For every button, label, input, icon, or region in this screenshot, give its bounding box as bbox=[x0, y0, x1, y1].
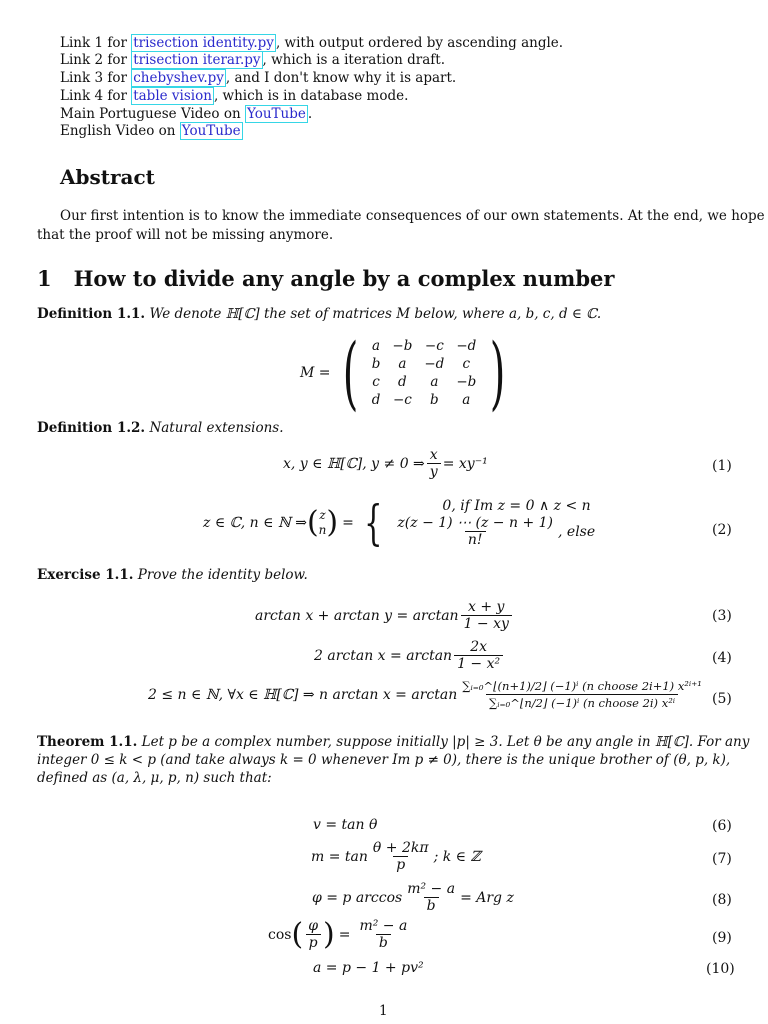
numerator: m² − a bbox=[359, 918, 408, 934]
case-2 bbox=[392, 515, 595, 548]
left-paren: ( bbox=[291, 916, 304, 952]
right-paren: ) bbox=[326, 504, 339, 540]
link-line-3 bbox=[60, 70, 456, 87]
theorem-1-1-line-1 bbox=[37, 734, 749, 751]
equation-8 bbox=[312, 881, 514, 914]
link-prefix: Link 1 for bbox=[60, 35, 132, 51]
equation-number: (6) bbox=[712, 818, 732, 834]
eq-rhs: = xy⁻¹ bbox=[442, 455, 488, 472]
link-line-5 bbox=[60, 106, 312, 123]
link-youtube-portuguese[interactable]: YouTube bbox=[246, 106, 306, 122]
link-youtube-english[interactable]: YouTube bbox=[181, 123, 241, 139]
theorem-1-1-line-2: integer 0 ≤ k < p (and take always k = 0 whenever Im p ≠ 0), there is the unique brother of (θ, p, k), bbox=[37, 752, 731, 768]
matrix-cell: −c bbox=[424, 338, 444, 354]
binom-bottom: n bbox=[318, 522, 327, 537]
eq-lhs: cos bbox=[268, 926, 292, 943]
denominator: n! bbox=[465, 531, 486, 548]
eq-lhs: z ∈ ℂ, n ∈ ℕ ⇒ bbox=[203, 514, 307, 531]
denominator: ∑ᵢ₌₀^⌊n/2⌋ (−1)ⁱ (n choose 2i) x²ⁱ bbox=[486, 694, 678, 711]
numerator: θ + 2kπ bbox=[372, 840, 429, 856]
eq-lhs: 2 ≤ n ∈ ℕ, ∀x ∈ ℍ[ℂ] ⇒ n arctan x = arctan bbox=[148, 686, 458, 703]
equation-number: (5) bbox=[712, 691, 732, 707]
equation-3 bbox=[255, 599, 514, 632]
definition-1-1 bbox=[37, 306, 601, 323]
fraction bbox=[394, 515, 556, 548]
cases bbox=[392, 497, 595, 548]
section-title: How to divide any angle by a complex number bbox=[73, 266, 615, 291]
eq-rhs: ; k ∈ ℤ bbox=[433, 848, 481, 865]
link-line-4 bbox=[60, 88, 408, 105]
link-prefix: Link 3 for bbox=[60, 70, 132, 86]
case-1: 0, if Im z = 0 ∧ z < n bbox=[442, 498, 591, 514]
definition-text: Natural extensions. bbox=[149, 420, 284, 436]
right-paren: ) bbox=[490, 326, 506, 419]
matrix-row bbox=[366, 337, 483, 355]
page-number: 1 bbox=[379, 1003, 388, 1019]
exercise-1-1 bbox=[37, 567, 308, 584]
numerator: 2x bbox=[470, 639, 487, 655]
eq-lhs: x, y ∈ ℍ[ℂ], y ≠ 0 ⇒ bbox=[283, 455, 425, 472]
numerator: z(z − 1) ⋯ (z − n + 1) bbox=[397, 515, 554, 531]
numerator: x bbox=[429, 447, 438, 463]
abstract-line-2: that the proof will not be missing anymore. bbox=[37, 227, 334, 243]
equation-9 bbox=[268, 918, 412, 951]
denominator: 1 − x² bbox=[454, 655, 503, 672]
equation-7 bbox=[311, 840, 481, 873]
definition-text: We denote ℍ[ℂ] the set of matrices M below, where a, b, c, d ∈ ℂ. bbox=[149, 306, 602, 322]
matrix-cell: c bbox=[372, 374, 380, 390]
section-heading bbox=[37, 266, 614, 291]
binom-top: z bbox=[319, 507, 326, 522]
numerator: ∑ᵢ₌₀^⌊(n+1)/2⌋ (−1)ⁱ (n choose 2i+1) x²ⁱ⁺¹ bbox=[462, 679, 702, 693]
link-trisection-identity[interactable]: trisection identity.py bbox=[133, 35, 274, 51]
link-suffix: . bbox=[307, 106, 313, 122]
matrix-cell: −b bbox=[456, 374, 477, 390]
link-prefix: Main Portuguese Video on bbox=[60, 106, 245, 122]
fraction bbox=[459, 678, 705, 711]
link-line-1 bbox=[60, 35, 563, 52]
equation-number: (2) bbox=[712, 522, 732, 538]
numerator: m² − a bbox=[407, 881, 456, 897]
numerator: φ bbox=[308, 918, 318, 934]
equation-number: (10) bbox=[706, 961, 735, 977]
matrix-cell: d bbox=[398, 374, 407, 390]
section-number: 1 bbox=[37, 266, 52, 291]
equation-number: (9) bbox=[712, 930, 732, 946]
matrix-cell: −d bbox=[456, 338, 477, 354]
eq-lhs: m = tan bbox=[311, 848, 368, 865]
link-suffix: , and I don't know why it is apart. bbox=[225, 70, 457, 86]
equation-2 bbox=[203, 494, 596, 551]
equation-10: a = p − 1 + pv² bbox=[313, 960, 424, 976]
matrix-cell: a bbox=[430, 374, 439, 390]
matrix-table bbox=[366, 337, 483, 409]
link-trisection-iterar[interactable]: trisection iterar.py bbox=[133, 52, 261, 68]
fraction bbox=[305, 918, 321, 951]
eq-lhs: φ = p arccos bbox=[312, 889, 403, 906]
eq-lhs: 2 arctan x = arctan bbox=[314, 647, 453, 664]
equation-6: v = tan θ bbox=[313, 817, 378, 833]
matrix-row bbox=[366, 355, 483, 373]
fraction bbox=[370, 840, 432, 873]
denominator: b bbox=[424, 897, 439, 914]
equation-number: (8) bbox=[712, 892, 732, 908]
matrix-cell: a bbox=[398, 356, 407, 372]
theorem-text: Let p be a complex number, suppose initially |p| ≥ 3. Let θ be any angle in ℍ[ℂ]. For any bbox=[141, 734, 750, 750]
equation-number: (1) bbox=[712, 458, 732, 474]
exercise-label: Exercise 1.1. bbox=[37, 567, 134, 583]
equation-5 bbox=[148, 678, 707, 711]
definition-label: Definition 1.1. bbox=[37, 306, 146, 322]
exercise-text: Prove the identity below. bbox=[137, 567, 308, 583]
left-brace: { bbox=[363, 494, 383, 551]
matrix-equation bbox=[300, 326, 514, 419]
equation-number: (7) bbox=[712, 851, 732, 867]
denominator: 1 − xy bbox=[461, 615, 512, 632]
denominator: y bbox=[427, 463, 441, 480]
link-line-6 bbox=[60, 123, 243, 140]
equals-sign: = bbox=[338, 926, 351, 943]
fraction bbox=[356, 918, 410, 951]
matrix-cell: b bbox=[371, 356, 381, 372]
definition-label: Definition 1.2. bbox=[37, 420, 146, 436]
matrix-cell: a bbox=[372, 338, 381, 354]
link-prefix: Link 2 for bbox=[60, 52, 132, 68]
abstract-heading: Abstract bbox=[60, 165, 155, 189]
link-suffix: , with output ordered by ascending angle. bbox=[275, 35, 564, 51]
matrix-cell: −d bbox=[424, 356, 445, 372]
matrix-row bbox=[366, 391, 483, 409]
link-line-2 bbox=[60, 52, 445, 69]
fraction bbox=[454, 639, 503, 672]
matrix-lhs: M = bbox=[300, 365, 331, 381]
definition-1-2 bbox=[37, 420, 284, 437]
eq-lhs: arctan x + arctan y = arctan bbox=[255, 607, 459, 624]
denominator: b bbox=[376, 934, 391, 951]
left-paren: ( bbox=[306, 504, 319, 540]
equation-number: (3) bbox=[712, 608, 732, 624]
theorem-label: Theorem 1.1. bbox=[37, 734, 138, 750]
denominator: p bbox=[393, 856, 408, 873]
fraction bbox=[461, 599, 512, 632]
link-prefix: Link 4 for bbox=[60, 88, 132, 104]
numerator: x + y bbox=[468, 599, 505, 615]
link-prefix: English Video on bbox=[60, 123, 180, 139]
fraction bbox=[427, 447, 441, 480]
binomial bbox=[319, 508, 327, 538]
fraction bbox=[404, 881, 458, 914]
matrix-cell: c bbox=[462, 356, 471, 372]
theorem-1-1-line-3: defined as (a, λ, μ, p, n) such that: bbox=[37, 770, 272, 786]
left-paren: ( bbox=[342, 326, 358, 419]
matrix-cell: d bbox=[371, 392, 381, 408]
equals-sign: = bbox=[342, 514, 354, 531]
link-chebyshev[interactable]: chebyshev.py bbox=[133, 70, 224, 86]
equation-1 bbox=[283, 447, 488, 480]
link-suffix: , which is in database mode. bbox=[213, 88, 409, 104]
matrix-cell: b bbox=[430, 392, 439, 408]
matrix-cell: a bbox=[462, 392, 471, 408]
case-condition: , else bbox=[558, 523, 596, 540]
right-paren: ) bbox=[323, 916, 335, 952]
denominator: p bbox=[306, 934, 321, 951]
abstract-line-1: Our first intention is to know the immediate consequences of our own statements. At the end, we hope bbox=[60, 208, 765, 224]
eq-rhs: = Arg z bbox=[460, 889, 514, 906]
link-table-vision[interactable]: table vision bbox=[133, 88, 212, 104]
link-suffix: , which is a iteration draft. bbox=[262, 52, 446, 68]
matrix-row bbox=[366, 373, 483, 391]
matrix-cell: −c bbox=[392, 392, 412, 408]
equation-number: (4) bbox=[712, 650, 732, 666]
equation-4 bbox=[314, 639, 505, 672]
matrix-cell: −b bbox=[392, 338, 413, 354]
